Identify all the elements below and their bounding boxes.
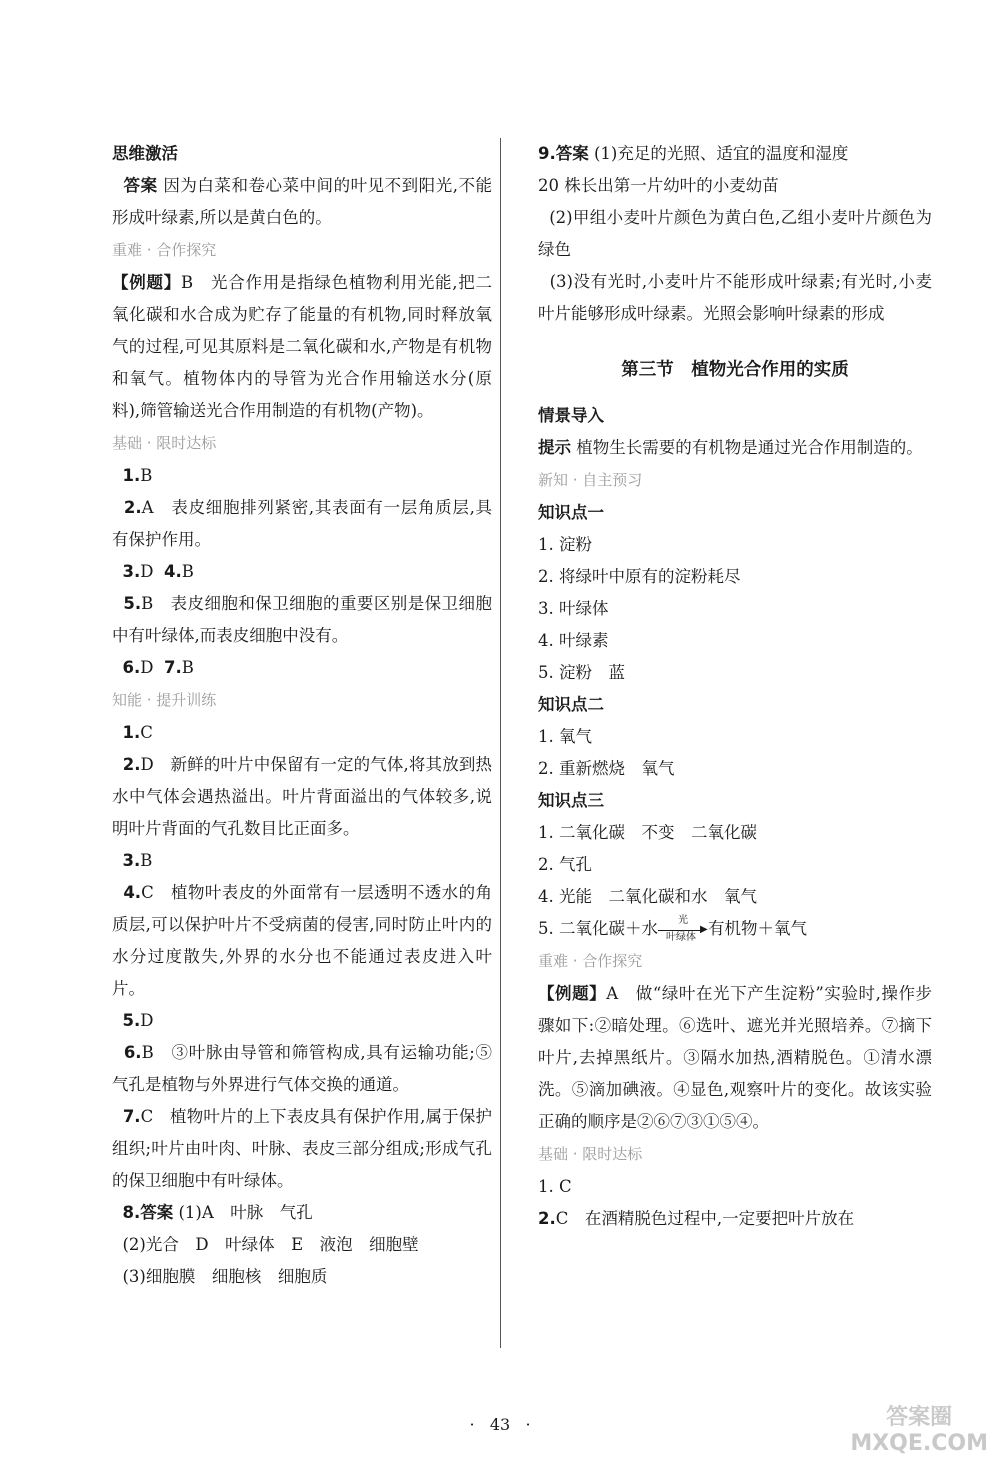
answer-item xyxy=(112,492,492,556)
answer-value: B ③叶脉由导管和筛管构成,具有运输功能;⑤气孔是植物与外界进行气体交换的通道。 xyxy=(112,1043,492,1094)
answer-item xyxy=(112,749,492,845)
answer-item xyxy=(538,138,932,170)
answer-label: 答案 xyxy=(555,144,589,163)
right-column xyxy=(538,138,932,1235)
question-number: 2. xyxy=(123,498,142,517)
list-item: 5. 淀粉 蓝 xyxy=(538,663,625,682)
heading-qingjing: 情景导入 xyxy=(538,406,604,425)
answer-value: D xyxy=(140,562,154,581)
answer-value: D xyxy=(140,1011,154,1030)
answer-value: (2)甲组小麦叶片颜色为黄白色,乙组小麦叶片颜色为绿色 xyxy=(538,208,932,259)
page-number: 43 xyxy=(489,1415,511,1434)
list-item: 1. 氧气 xyxy=(538,727,592,746)
reaction-arrow xyxy=(658,915,708,945)
list-item: 2. 重新燃烧 氧气 xyxy=(538,759,675,778)
section-jichu: 基础 · 限时达标 xyxy=(112,434,217,452)
answer-value: B xyxy=(140,466,153,485)
answer-text-2: 光,不能形成叶绿素,所以是黄白色的。 xyxy=(112,176,493,227)
answer-paragraph xyxy=(112,170,492,234)
question-number: 3. xyxy=(122,851,141,870)
answer-line xyxy=(538,202,932,266)
list-item: 3. 叶绿体 xyxy=(538,599,609,618)
equation-reactants: 二氧化碳＋水 xyxy=(559,919,658,938)
answer-line xyxy=(112,1229,492,1261)
knowledge-point-3: 知识点三 xyxy=(538,791,604,810)
answer-item xyxy=(112,1005,492,1037)
answer-value: B xyxy=(181,658,194,677)
question-number: 3. xyxy=(122,562,141,581)
question-number: 8. xyxy=(122,1203,141,1222)
answer-value: B xyxy=(140,851,153,870)
arrow-head-icon: ▶ xyxy=(700,923,708,935)
list-item: 2. 将绿叶中原有的淀粉耗尽 xyxy=(538,567,741,586)
reaction-condition-top: 光 xyxy=(678,914,688,926)
list-item: 1. 淀粉 xyxy=(538,535,592,554)
watermark-line-1: 答案圈 xyxy=(886,1405,953,1430)
answer-value: C 植物叶片的上下表皮具有保护作用,属于保护组织;叶片由叶肉、叶脉、表皮三部分组成;形成气孔的保卫细胞中有叶绿体。 xyxy=(112,1107,492,1190)
answer-item xyxy=(112,652,492,684)
answer-item xyxy=(112,1037,492,1101)
example-paragraph xyxy=(112,267,492,427)
left-column xyxy=(112,138,492,1293)
question-number: 6. xyxy=(123,1043,142,1062)
answer-value: B 表皮细胞和保卫细胞的重要区别是保卫细胞中有叶绿体,而表皮细胞中没有。 xyxy=(112,594,492,645)
answer-value: C 在酒精脱色过程中,一定要把叶片放在 xyxy=(555,1209,855,1228)
question-number: 6. xyxy=(122,658,141,677)
answer-value: D xyxy=(140,658,154,677)
answer-item xyxy=(112,845,492,877)
tip-paragraph xyxy=(538,432,932,464)
footer-dot: · xyxy=(525,1415,531,1434)
column-divider xyxy=(500,138,501,1348)
question-number: 1. xyxy=(122,723,141,742)
question-number: 2. xyxy=(122,755,141,774)
answer-item xyxy=(112,877,492,1005)
answer-item xyxy=(112,460,492,492)
equation-products: 有机物＋氧气 xyxy=(708,919,807,938)
answer-item xyxy=(112,717,492,749)
question-number: 4. xyxy=(163,562,182,581)
answer-value: (3)细胞膜 细胞核 细胞质 xyxy=(122,1267,328,1286)
section-xinzhi: 新知 · 自主预习 xyxy=(538,471,643,489)
answer-value: (1)充足的光照、适宜的温度和湿度 xyxy=(594,144,849,163)
answer-item xyxy=(112,1197,492,1229)
example-label: 【例题】 xyxy=(112,273,181,292)
answer-value: D 新鲜的叶片中保留有一定的气体,将其放到热水中气体会遇热溢出。叶片背面溢出的气体较多,说明叶片背面的气孔数目比正面多。 xyxy=(112,755,492,838)
list-item: 1. C xyxy=(538,1177,572,1196)
tip-text: 植物生长需要的有机物是通过光合作用制造的。 xyxy=(576,438,923,457)
example-text: A 做“绿叶在光下产生淀粉”实验时,操作步骤如下:②暗处理。⑥选叶、遮光并光照培养。⑦摘下叶片,去掉黑纸片。③隔水加热,酒精脱色。①清水漂洗。⑤滴加碘液。④显色,观察叶片的变化。故该实验正确的顺序是②⑥⑦③①⑤④。 xyxy=(538,984,933,1131)
knowledge-point-1: 知识点一 xyxy=(538,503,604,522)
example-label: 【例题】 xyxy=(538,984,607,1003)
knowledge-point-2: 知识点二 xyxy=(538,695,604,714)
answer-item xyxy=(112,588,492,652)
list-item: 1. 二氧化碳 不变 二氧化碳 xyxy=(538,823,757,842)
section-zhongnan-2: 重难 · 合作探究 xyxy=(538,952,643,970)
watermark-line-2: MXQE.COM xyxy=(850,1431,988,1456)
section-zhineng: 知能 · 提升训练 xyxy=(112,691,217,709)
answer-value: A 表皮细胞排列紧密,其表面有一层角质层,具有保护作用。 xyxy=(112,498,492,549)
answer-item xyxy=(112,1101,492,1197)
list-item: 2. 气孔 xyxy=(538,855,592,874)
answer-value: (3)没有光时,小麦叶片不能形成叶绿素;有光时,小麦叶片能够形成叶绿素。光照会影响叶绿素的形成 xyxy=(538,272,932,323)
section-jichu-2: 基础 · 限时达标 xyxy=(538,1145,643,1163)
answer-value: (2)光合 D 叶绿体 E 液泡 细胞壁 xyxy=(122,1235,419,1254)
answer-line xyxy=(538,266,932,330)
answer-item xyxy=(538,1203,932,1235)
answer-label: 答案 xyxy=(123,176,158,195)
question-number: 5. xyxy=(123,594,142,613)
answer-value: B xyxy=(181,562,194,581)
example-paragraph-2 xyxy=(538,978,932,1138)
answer-line xyxy=(112,1261,492,1293)
question-number: 7. xyxy=(122,1107,141,1126)
equation-line xyxy=(538,913,932,945)
reaction-condition-bottom: 叶绿体 xyxy=(666,931,696,943)
list-item: 4. 光能 二氧化碳和水 氧气 xyxy=(538,887,757,906)
answer-value: C xyxy=(140,723,153,742)
question-number: 9. xyxy=(538,144,556,163)
tip-label: 提示 xyxy=(538,438,571,457)
question-number: 7. xyxy=(163,658,182,677)
list-item: 4. 叶绿素 xyxy=(538,631,609,650)
answer-value: C 植物叶表皮的外面常有一层透明不透水的角质层,可以保护叶片不受病菌的侵害,同时防止叶内的水分过度散失,外界的水分也不能通过表皮进入叶片。 xyxy=(112,883,492,998)
question-number: 5. xyxy=(538,919,554,938)
answer-text-1: 因为白菜和卷心菜中间的叶见不到阳 xyxy=(163,176,436,195)
question-number: 2. xyxy=(538,1209,556,1228)
question-number: 4. xyxy=(123,883,142,902)
answer-item xyxy=(112,556,492,588)
answer-line: 20 株长出第一片幼叶的小麦幼苗 xyxy=(538,176,779,195)
footer-dot: · xyxy=(469,1415,475,1434)
section-zhongnan: 重难 · 合作探究 xyxy=(112,241,217,259)
watermark-logo xyxy=(850,1405,988,1457)
answer-value: (1)A 叶脉 气孔 xyxy=(178,1203,313,1222)
heading-siwei: 思维激活 xyxy=(112,144,178,163)
answer-label: 答案 xyxy=(140,1203,174,1222)
question-number: 5. xyxy=(122,1011,141,1030)
section-title: 第三节 植物光合作用的实质 xyxy=(621,360,849,380)
example-text: B 光合作用是指绿色植物利用光能,把二氧化碳和水合成为贮存了能量的有机物,同时释放氧气的过程,可见其原料是二氧化碳和水,产物是有机物和氧气。植物体内的导管为光合作用输送水分(原料),筛管输送光合作用制造的有机物(产物)。 xyxy=(112,273,493,420)
question-number: 1. xyxy=(122,466,141,485)
